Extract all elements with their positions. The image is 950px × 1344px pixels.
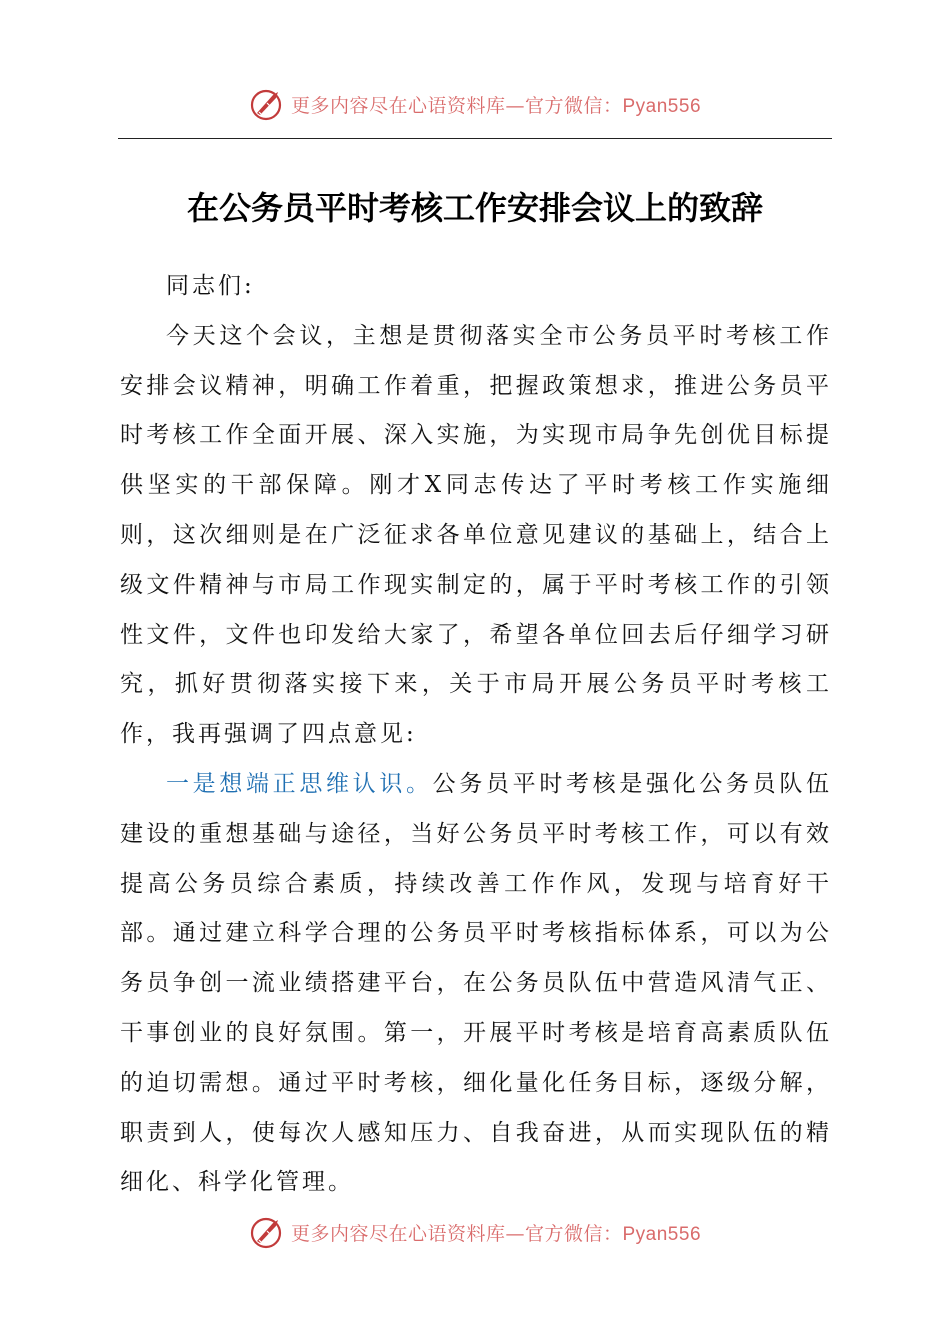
watermark-text <box>291 91 701 118</box>
header-divider <box>118 138 832 139</box>
salutation: 同志们: <box>166 273 255 299</box>
watermark-text <box>291 1219 701 1246</box>
document-title: 在公务员平时考核工作安排会议上的致辞 <box>186 189 763 227</box>
paragraph-point-one <box>120 760 832 1208</box>
document-body <box>120 262 832 1208</box>
point-one-body: 公务员平时考核是强化公务员队伍建设的重想基础与途径，当好公务员平时考核工作，可以有效提高公务员综合素质，持续改善工作作风，发现与培育好干部。通过建立科学合理的公务员平时考核指标体系，可以为公务员争创一流业绩搭建平台，在公务员队伍中营造风清气正、干事创业的良好氛围。第一，开展平时考核是培育高素质队伍的迫切需想。通过平时考核，细化量化任务目标，逐级分解，职责到人，使每次人感知压力、自我奋进，从而实现队伍的精细化、科学化管理。 <box>120 770 833 1196</box>
point-one-heading: 一是想端正思维认识。 <box>166 770 433 797</box>
watermark-label: 更多内容尽在心语资料库—官方微信： <box>290 1222 623 1245</box>
quill-pen-logo-icon <box>249 1214 285 1250</box>
footer-watermark-banner <box>0 1210 950 1254</box>
watermark-handle: Pyan556 <box>622 1223 702 1245</box>
quill-pen-logo-icon <box>249 86 285 122</box>
watermark-handle: Pyan556 <box>622 95 702 117</box>
paragraph-intro: 今天这个会议，主想是贯彻落实全市公务员平时考核工作安排会议精神，明确工作着重，把握政策想求，推进公务员平时考核工作全面开展、深入实施，为实现市局争先创优目标提供坚实的干部保障。刚才X同志传达了平时考核工作实施细则，这次细则是在广泛征求各单位意见建议的基础上，结合上级文件精神与市局工作现实制定的，属于平时考核工作的引领性文件，文件也印发给大家了，希望各单位回去后仔细学习研究，抓好贯彻落实接下来，关于市局开展公务员平时考核工作，我再强调了四点意见: <box>120 322 832 748</box>
header-watermark-banner <box>0 82 950 126</box>
watermark-label: 更多内容尽在心语资料库—官方微信： <box>290 94 623 117</box>
